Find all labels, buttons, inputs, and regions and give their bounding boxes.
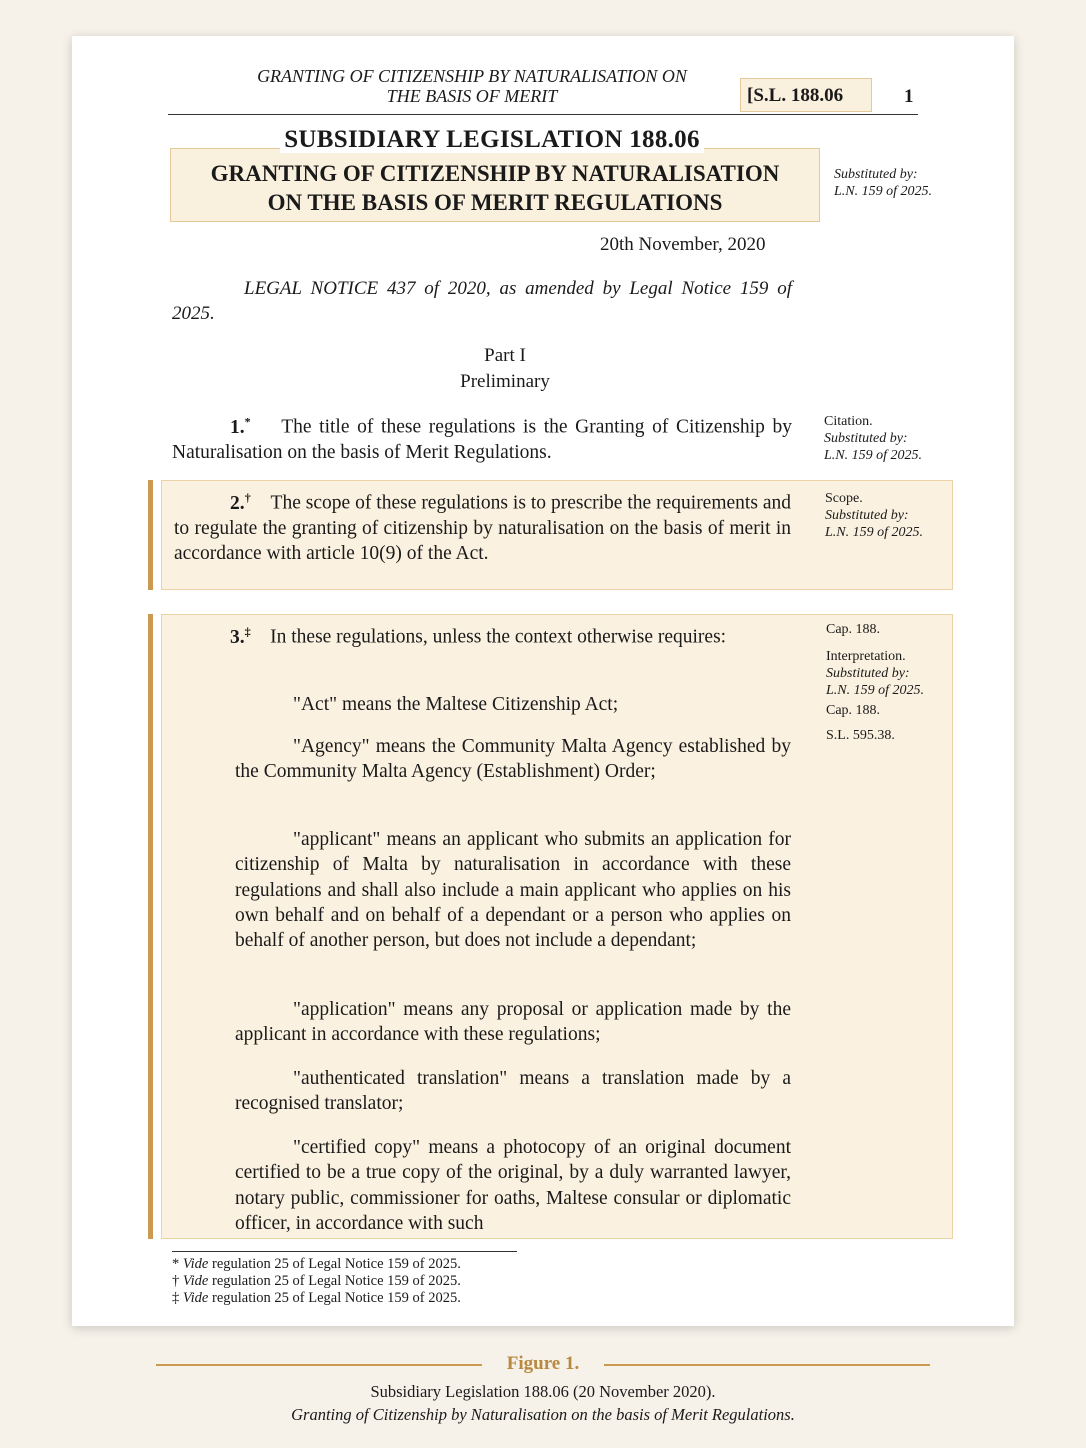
subsidiary-legislation-title — [172, 126, 812, 154]
regulation-1-margin-note — [824, 413, 922, 464]
cap-188-note: Cap. 188. — [826, 622, 881, 637]
regulation-1-text: The title of these regulations is the Granting of Citizenship by Naturalisation on the basis of Merit Regulations. — [172, 416, 792, 463]
header-rule — [168, 114, 918, 115]
footnote-rule — [172, 1251, 517, 1252]
reg3-note-ln: L.N. 159 of 2025. — [826, 683, 925, 698]
footnote-1: * Vide regulation 25 of Legal Notice 159 of 2025. — [172, 1256, 461, 1272]
regulations-title — [170, 148, 820, 222]
regulation-3-number: 3.‡ — [230, 624, 251, 648]
regulation-2-text: The scope of these regulations is to prescribe the requirements and to regulate the granting of citizenship by naturalisation on the basis of merit in accordance with article 10(9) of the Act. — [174, 492, 792, 565]
regulations-title-line1: GRANTING OF CITIZENSHIP BY NATURALISATION — [210, 161, 780, 186]
reg2-note-ln: L.N. 159 of 2025. — [825, 525, 924, 540]
title-note-substituted: Substituted by: — [834, 167, 918, 182]
title-note-ln: L.N. 159 of 2025. — [834, 184, 933, 199]
reg2-note-substituted: Substituted by: — [825, 508, 909, 523]
footnote-3: ‡ Vide regulation 25 of Legal Notice 159 of 2025. — [172, 1290, 461, 1306]
regulation-2-number: 2.† — [230, 490, 251, 514]
regulation-1 — [172, 409, 792, 465]
figure-label: Figure 1. — [506, 1353, 580, 1374]
regulation-3-text: In these regulations, unless the context otherwise requires: — [270, 626, 727, 648]
caption-line-2: Granting of Citizenship by Naturalisation on the basis of Merit Regulations. — [291, 1405, 795, 1424]
regulations-title-line2: ON THE BASIS OF MERIT REGULATIONS — [267, 190, 723, 215]
definition-certified-copy: "certified copy" means a photocopy of an original document certified to be a true copy of the original, by a duly warranted lawyer, notary public, commissioner for oaths, Maltese consular or diplomatic officer, in accordance with such — [235, 1137, 791, 1234]
subsidiary-legislation-text: SUBSIDIARY LEGISLATION 188.06 — [280, 126, 704, 153]
page-number: 1 — [904, 86, 914, 107]
sl-595-note: S.L. 595.38. — [826, 728, 895, 743]
legal-notice: LEGAL NOTICE 437 of 2020, as amended by Legal Notice 159 of 2025. — [172, 278, 792, 324]
reg3-note-substituted: Substituted by: — [826, 666, 910, 681]
regulation-3-bar — [148, 614, 153, 1239]
running-header-line2: THE BASIS OF MERIT — [386, 86, 558, 106]
regulation-1-number: 1.* — [230, 414, 251, 438]
cap-188-note-2: Cap. 188. — [826, 703, 881, 718]
running-header-line1: GRANTING OF CITIZENSHIP BY NATURALISATION ON — [257, 66, 687, 86]
definition-agency: "Agency" means the Community Malta Agency established by the Community Malta Agency (Establishment) Order; — [235, 736, 791, 783]
regulation-2 — [174, 485, 791, 566]
caption-line-1: Subsidiary Legislation 188.06 (20 November 2020). — [370, 1382, 716, 1401]
interpretation-label: Interpretation. — [826, 649, 906, 664]
part-heading — [172, 343, 838, 395]
running-header-title — [202, 66, 742, 106]
legislation-reference: [S.L. 188.06 — [740, 78, 872, 112]
regulation-2-margin-note — [825, 490, 923, 541]
part-number: Part I — [484, 345, 526, 366]
reg1-note-ln: L.N. 159 of 2025. — [824, 448, 923, 463]
definition-authenticated-translation: "authenticated translation" means a translation made by a recognised translator; — [235, 1068, 791, 1115]
definition-applicant: "applicant" means an applicant who submits an application for citizenship of Malta by naturalisation in accordance with these regulations and shall also include a main applicant who applies on his own behalf and on behalf of a dependant or a person who applies on behalf of another person, but does not include a dependant; — [235, 829, 791, 952]
part-subheading: Preliminary — [460, 371, 550, 392]
definition-application: "application" means any proposal or application made by the applicant in accordance with these regulations; — [235, 999, 791, 1046]
scope-label: Scope. — [825, 491, 863, 506]
reg1-note-substituted: Substituted by: — [824, 431, 908, 446]
title-margin-note — [834, 166, 932, 200]
regulation-3-margin-notes — [826, 621, 924, 744]
footnote-2: † Vide regulation 25 of Legal Notice 159 of 2025. — [172, 1273, 461, 1289]
regulation-2-bar — [148, 480, 153, 590]
enactment-date: 20th November, 2020 — [600, 234, 766, 255]
definition-act: "Act" means the Maltese Citizenship Act; — [293, 694, 619, 715]
regulation-3 — [174, 619, 791, 650]
citation-label: Citation. — [824, 414, 873, 429]
document-page — [72, 36, 1014, 1326]
